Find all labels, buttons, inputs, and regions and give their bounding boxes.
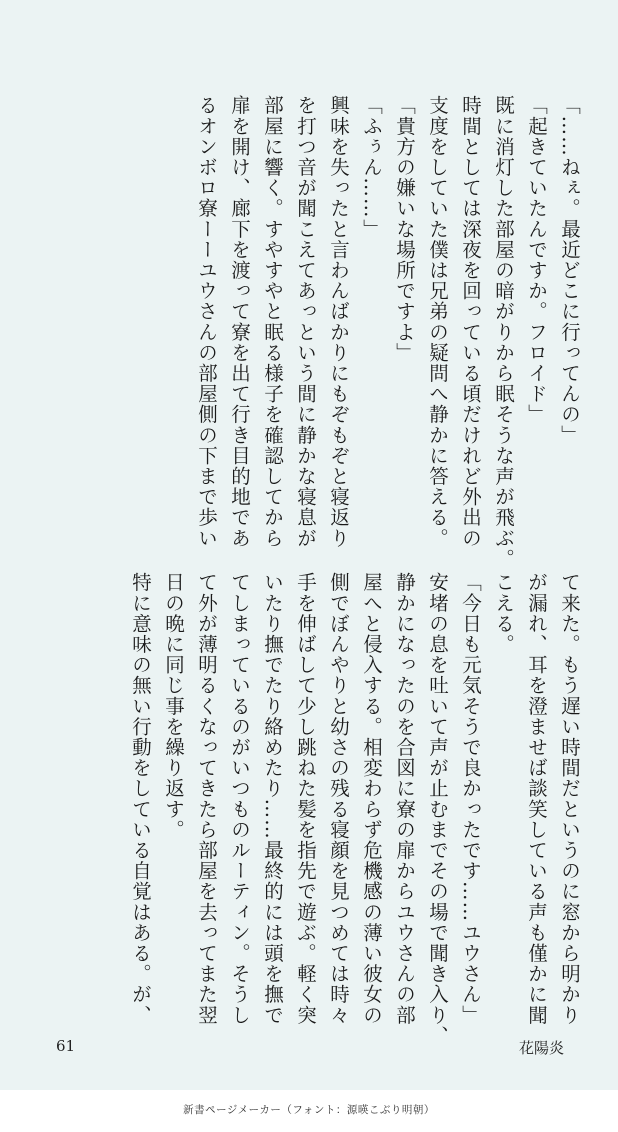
text-line: こえる。 (492, 572, 515, 655)
text-block-top (190, 95, 586, 569)
text-line: 興味を失ったと言わんばかりにもぞもぞと寝返り (327, 95, 350, 549)
text-line: 扉を開け、廊下を渡って寮を出て行き目的地であ (228, 95, 251, 549)
text-line: るオンボロ寮ーーユウさんの部屋側の下まで歩い (195, 95, 218, 549)
text-line: を打つ音が聞こえてあっという間に静かな寝息が (294, 95, 317, 549)
text-line: 静かになったのを合図に寮の扉からユウさんの部 (393, 572, 416, 1026)
text-line: 屋へと侵入する。相変わらず危機感の薄い彼女の (360, 572, 383, 1026)
text-block-bottom (124, 572, 586, 1046)
page-number: 61 (56, 1037, 76, 1055)
text-line: て来た。もう遅い時間だというのに窓から明かり (558, 572, 581, 1026)
text-line: 「……ねぇ。最近どこに行ってんの」 (558, 95, 581, 446)
text-line: が漏れ、耳を澄ませば談笑している声も僅かに聞 (525, 572, 548, 1026)
text-line: 安堵の息を吐いて声が止むまでその場で聞き入り、 (426, 572, 449, 1046)
text-line: 手を伸ばして少し跳ねた髪を指先で遊ぶ。軽く突 (294, 572, 317, 1026)
generator-credit: 新書ページメーカー（フォント：源暎こぶり明朝） (183, 1104, 435, 1116)
text-line: 既に消灯した部屋の暗がりから眠そうな声が飛ぶ。 (492, 95, 515, 569)
text-line: 支度をしていた僕は兄弟の疑問へ静かに答える。 (426, 95, 449, 549)
text-line: 特に意味の無い行動をしている自覚はある。が、 (129, 572, 152, 1026)
text-line: 日の晩に同じ事を繰り返す。 (162, 572, 185, 840)
text-line: 時間としては深夜を回っている頃だけれど外出の (459, 95, 482, 549)
text-line: てしまっているのがいつものルーティン。そうし (228, 572, 251, 1026)
text-line: いたり撫でたり絡めたり……最終的には頭を撫で (261, 572, 284, 1026)
text-line: 側でぼんやりと幼さの残る寝顔を見つめては時々 (327, 572, 350, 1026)
text-line: 「ふぅん……」 (360, 95, 383, 240)
author-name: 花陽炎 (518, 1039, 564, 1057)
text-line: 「今日も元気そうで良かったです……ユウさん」 (459, 572, 482, 1026)
text-line: 部屋に響く。すやすやと眠る様子を確認してから (261, 95, 284, 549)
text-line: て外が薄明るくなってきたら部屋を去ってまた翌 (195, 572, 218, 1026)
text-line: 「貴方の嫌いな場所ですよ」 (393, 95, 416, 363)
text-line: 「起きていたんですか。フロイド」 (525, 95, 548, 425)
